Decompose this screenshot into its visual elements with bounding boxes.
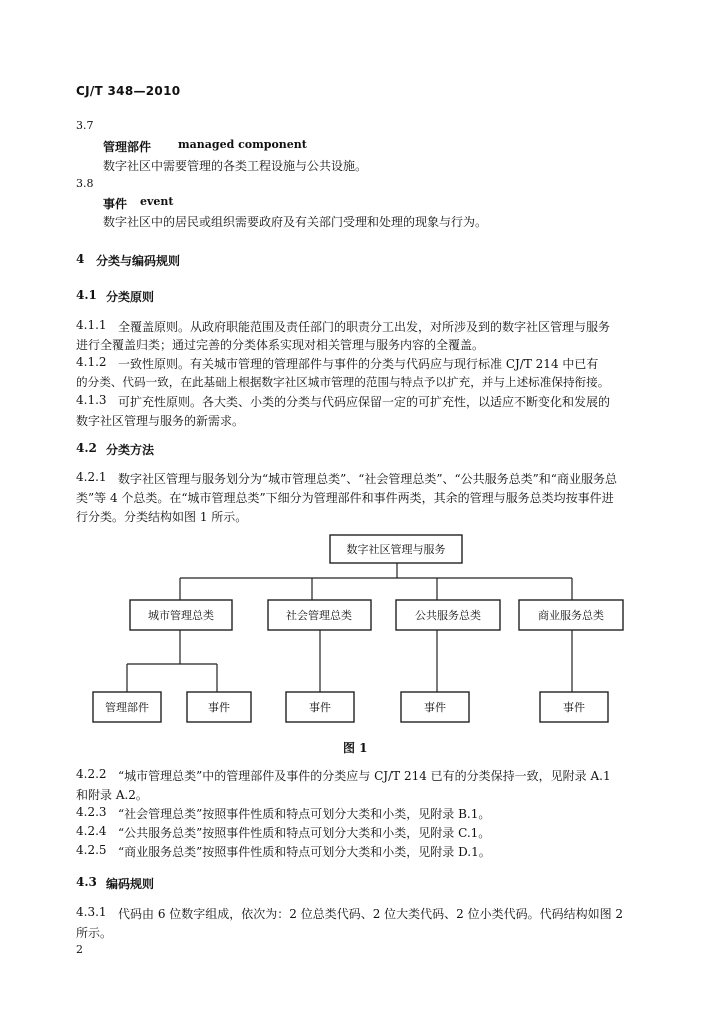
- subsection-number: 4.2: [76, 441, 97, 455]
- standard-code: CJ/T 348—2010: [76, 84, 181, 98]
- paragraph-line: 的分类、代码一致，在此基础上根据数字社区城市管理的范围与特点予以扩充，并与上述标准保持衔接。: [76, 375, 610, 389]
- clause-number: 4.1.1: [76, 318, 107, 332]
- diagram-category-label: 社会管理总类: [286, 609, 352, 622]
- clause-number: 4.2.3: [76, 805, 107, 819]
- clause-number: 4.1.3: [76, 393, 107, 407]
- paragraph-line: 数字社区管理与服务的新需求。: [76, 414, 245, 428]
- subsection-title: 编码规则: [106, 877, 155, 891]
- paragraph-line: 一致性原则。有关城市管理的管理部件与事件的分类与代码应与现行标准 CJ/T 214 中已有: [118, 357, 599, 371]
- diagram-root-label: 数字社区管理与服务: [346, 543, 446, 556]
- paragraph-line: 进行全覆盖归类；通过完善的分类体系实现对相关管理与服务内容的全覆盖。: [76, 338, 485, 352]
- figure-caption: 图 1: [343, 741, 368, 755]
- paragraph-line: 所示。: [76, 926, 113, 940]
- term-chinese: 事件: [103, 197, 128, 211]
- paragraph-line: “商业服务总类”按照事件性质和特点可划分大类和小类，见附录 D.1。: [118, 845, 491, 859]
- clause-number: 4.2.2: [76, 767, 107, 781]
- section-title: 分类与编码规则: [96, 254, 181, 268]
- term-english: managed component: [178, 138, 307, 151]
- paragraph-line: 和附录 A.2。: [76, 788, 148, 802]
- diagram-leaf-label: 事件: [563, 701, 585, 714]
- subsection-number: 4.3: [76, 875, 97, 889]
- section-number: 4: [76, 252, 85, 266]
- diagram-leaf-label: 事件: [309, 701, 331, 714]
- paragraph-line: 类”等 4 个总类。在“城市管理总类”下细分为管理部件和事件两类，其余的管理与服务总类均按事件进: [76, 491, 614, 505]
- term-english: event: [140, 195, 174, 208]
- clause-number: 4.2.4: [76, 824, 107, 838]
- paragraph-line: “城市管理总类”中的管理部件及事件的分类应与 CJ/T 214 已有的分类保持一致，见附录 A.1: [118, 769, 611, 783]
- diagram-category-label: 商业服务总类: [538, 609, 604, 622]
- clause-number: 4.1.2: [76, 355, 107, 369]
- subsection-title: 分类方法: [106, 443, 155, 457]
- paragraph-line: 行分类。分类结构如图 1 所示。: [76, 510, 248, 524]
- clause-number: 4.2.5: [76, 843, 107, 857]
- term-number: 3.7: [76, 119, 94, 132]
- diagram-leaf-label: 事件: [424, 701, 446, 714]
- term-definition: 数字社区中的居民或组织需要政府及有关部门受理和处理的现象与行为。: [103, 215, 488, 229]
- paragraph-line: 全覆盖原则。从政府职能范围及责任部门的职责分工出发，对所涉及到的数字社区管理与服务: [118, 320, 611, 334]
- subsection-number: 4.1: [76, 288, 97, 302]
- paragraph-line: 数字社区管理与服务划分为“城市管理总类”、“社会管理总类”、“公共服务总类”和“商业服务总: [118, 472, 617, 486]
- paragraph-line: 代码由 6 位数字组成，依次为：2 位总类代码、2 位大类代码、2 位小类代码。代码结构如图 2: [118, 907, 624, 921]
- subsection-title: 分类原则: [106, 290, 155, 304]
- paragraph-line: 可扩充性原则。各大类、小类的分类与代码应保留一定的可扩充性，以适应不断变化和发展的: [118, 395, 611, 409]
- clause-number: 4.3.1: [76, 905, 107, 919]
- diagram-category-label: 城市管理总类: [148, 609, 214, 622]
- diagram-category-label: 公共服务总类: [415, 609, 481, 622]
- paragraph-line: “公共服务总类”按照事件性质和特点可划分大类和小类，见附录 C.1。: [118, 826, 491, 840]
- term-definition: 数字社区中需要管理的各类工程设施与公共设施。: [103, 159, 368, 173]
- term-chinese: 管理部件: [103, 140, 152, 154]
- diagram-leaf-label: 管理部件: [105, 701, 149, 714]
- diagram-leaf-label: 事件: [208, 701, 230, 714]
- term-number: 3.8: [76, 177, 94, 190]
- clause-number: 4.2.1: [76, 470, 107, 484]
- paragraph-line: “社会管理总类”按照事件性质和特点可划分大类和小类，见附录 B.1。: [118, 807, 491, 821]
- page-number: 2: [76, 943, 83, 956]
